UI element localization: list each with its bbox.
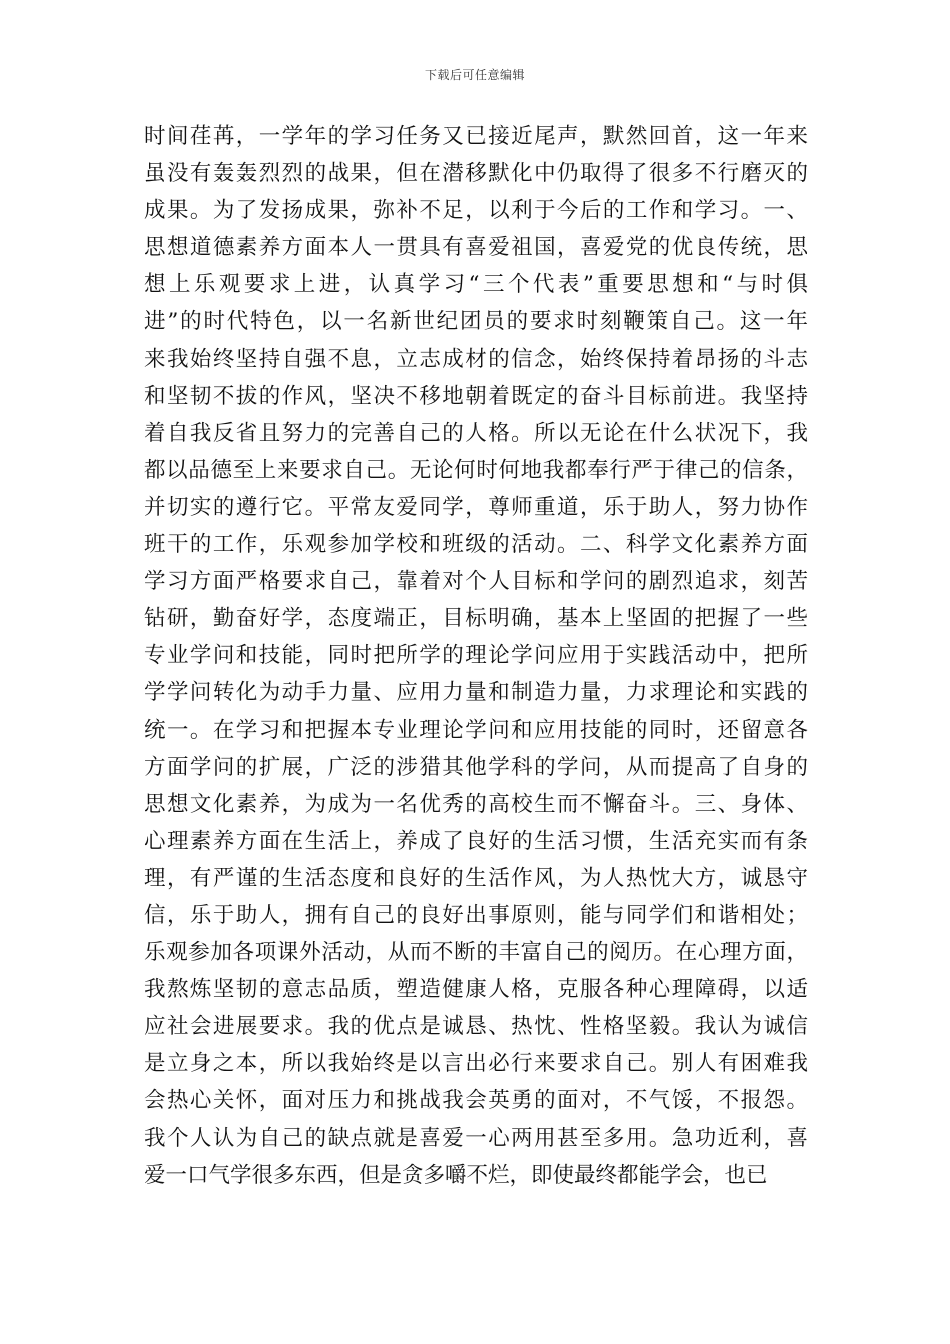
text-line: 应社会进展要求。我的优点是诚恳、热忱、性格坚毅。我认为诚信	[144, 1014, 808, 1040]
text-line: 专业学问和技能，同时把所学的理论学问应用于实践活动中，把所	[144, 643, 808, 669]
text-line: 统一。在学习和把握本专业理论学问和应用技能的同时，还留意各	[144, 717, 808, 743]
text-line: 学学问转化为动手力量、应用力量和制造力量，力求理论和实践的	[144, 680, 808, 706]
text-line: 爱一口气学很多东西，但是贪多嚼不烂，即使最终都能学会，也已	[144, 1162, 768, 1188]
body-text	[144, 118, 808, 1194]
text-line: 时间荏苒，一学年的学习任务又已接近尾声，默然回首，这一年来	[144, 124, 808, 149]
text-line: 进”的时代特色，以一名新世纪团员的要求时刻鞭策自己。这一年	[144, 309, 808, 335]
text-line: 着自我反省且努力的完善自己的人格。所以无论在什么状况下，我	[144, 420, 808, 446]
text-line: 方面学问的扩展，广泛的涉猎其他学科的学问，从而提高了自身的	[144, 754, 808, 780]
text-line: 和坚韧不拔的作风，坚决不移地朝着既定的奋斗目标前进。我坚持	[144, 383, 808, 409]
text-line: 来我始终坚持自强不息，立志成材的信念，始终保持着昂扬的斗志	[144, 346, 808, 372]
text-line: 我个人认为自己的缺点就是喜爱一心两用甚至多用。急功近利，喜	[144, 1125, 808, 1151]
text-line: 钻研，勤奋好学，态度端正，目标明确，基本上坚固的把握了一些	[144, 606, 808, 632]
text-line: 思想道德素养方面本人一贯具有喜爱祖国，喜爱党的优良传统，思	[144, 235, 808, 261]
text-line: 我熬炼坚韧的意志品质，塑造健康人格，克服各种心理障碍，以适	[144, 977, 808, 1003]
text-line: 并切实的遵行它。平常友爱同学，尊师重道，乐于助人，努力协作	[144, 494, 808, 520]
text-line: 乐观参加各项课外活动，从而不断的丰富自己的阅历。在心理方面，	[144, 940, 808, 966]
text-line: 思想文化素养，为成为一名优秀的高校生而不懈奋斗。三、身体、	[144, 791, 808, 817]
text-line: 会热心关怀，面对压力和挑战我会英勇的面对，不气馁，不报怨。	[144, 1088, 808, 1114]
text-line: 理，有严谨的生活态度和良好的生活作风，为人热忱大方，诚恳守	[144, 865, 808, 891]
text-line: 班干的工作，乐观参加学校和班级的活动。二、科学文化素养方面	[144, 532, 808, 558]
text-line: 学习方面严格要求自己，靠着对个人目标和学问的剧烈追求，刻苦	[144, 569, 808, 595]
text-line: 成果。为了发扬成果，弥补不足，以利于今后的工作和学习。一、	[144, 198, 808, 224]
text-line: 是立身之本，所以我始终是以言出必行来要求自己。别人有困难我	[144, 1051, 808, 1077]
header-note: 下载后可任意编辑	[424, 68, 525, 82]
text-line: 信，乐于助人，拥有自己的良好出事原则，能与同学们和谐相处；	[144, 902, 808, 928]
text-line: 心理素养方面在生活上，养成了良好的生活习惯，生活充实而有条	[144, 828, 808, 854]
text-line: 想上乐观要求上进，认真学习“三个代表”重要思想和“与时俱	[144, 272, 808, 298]
text-line: 虽没有轰轰烈烈的战果，但在潜移默化中仍取得了很多不行磨灭的	[144, 161, 808, 187]
text-line: 都以品德至上来要求自己。无论何时何地我都奉行严于律己的信条，	[144, 457, 808, 483]
